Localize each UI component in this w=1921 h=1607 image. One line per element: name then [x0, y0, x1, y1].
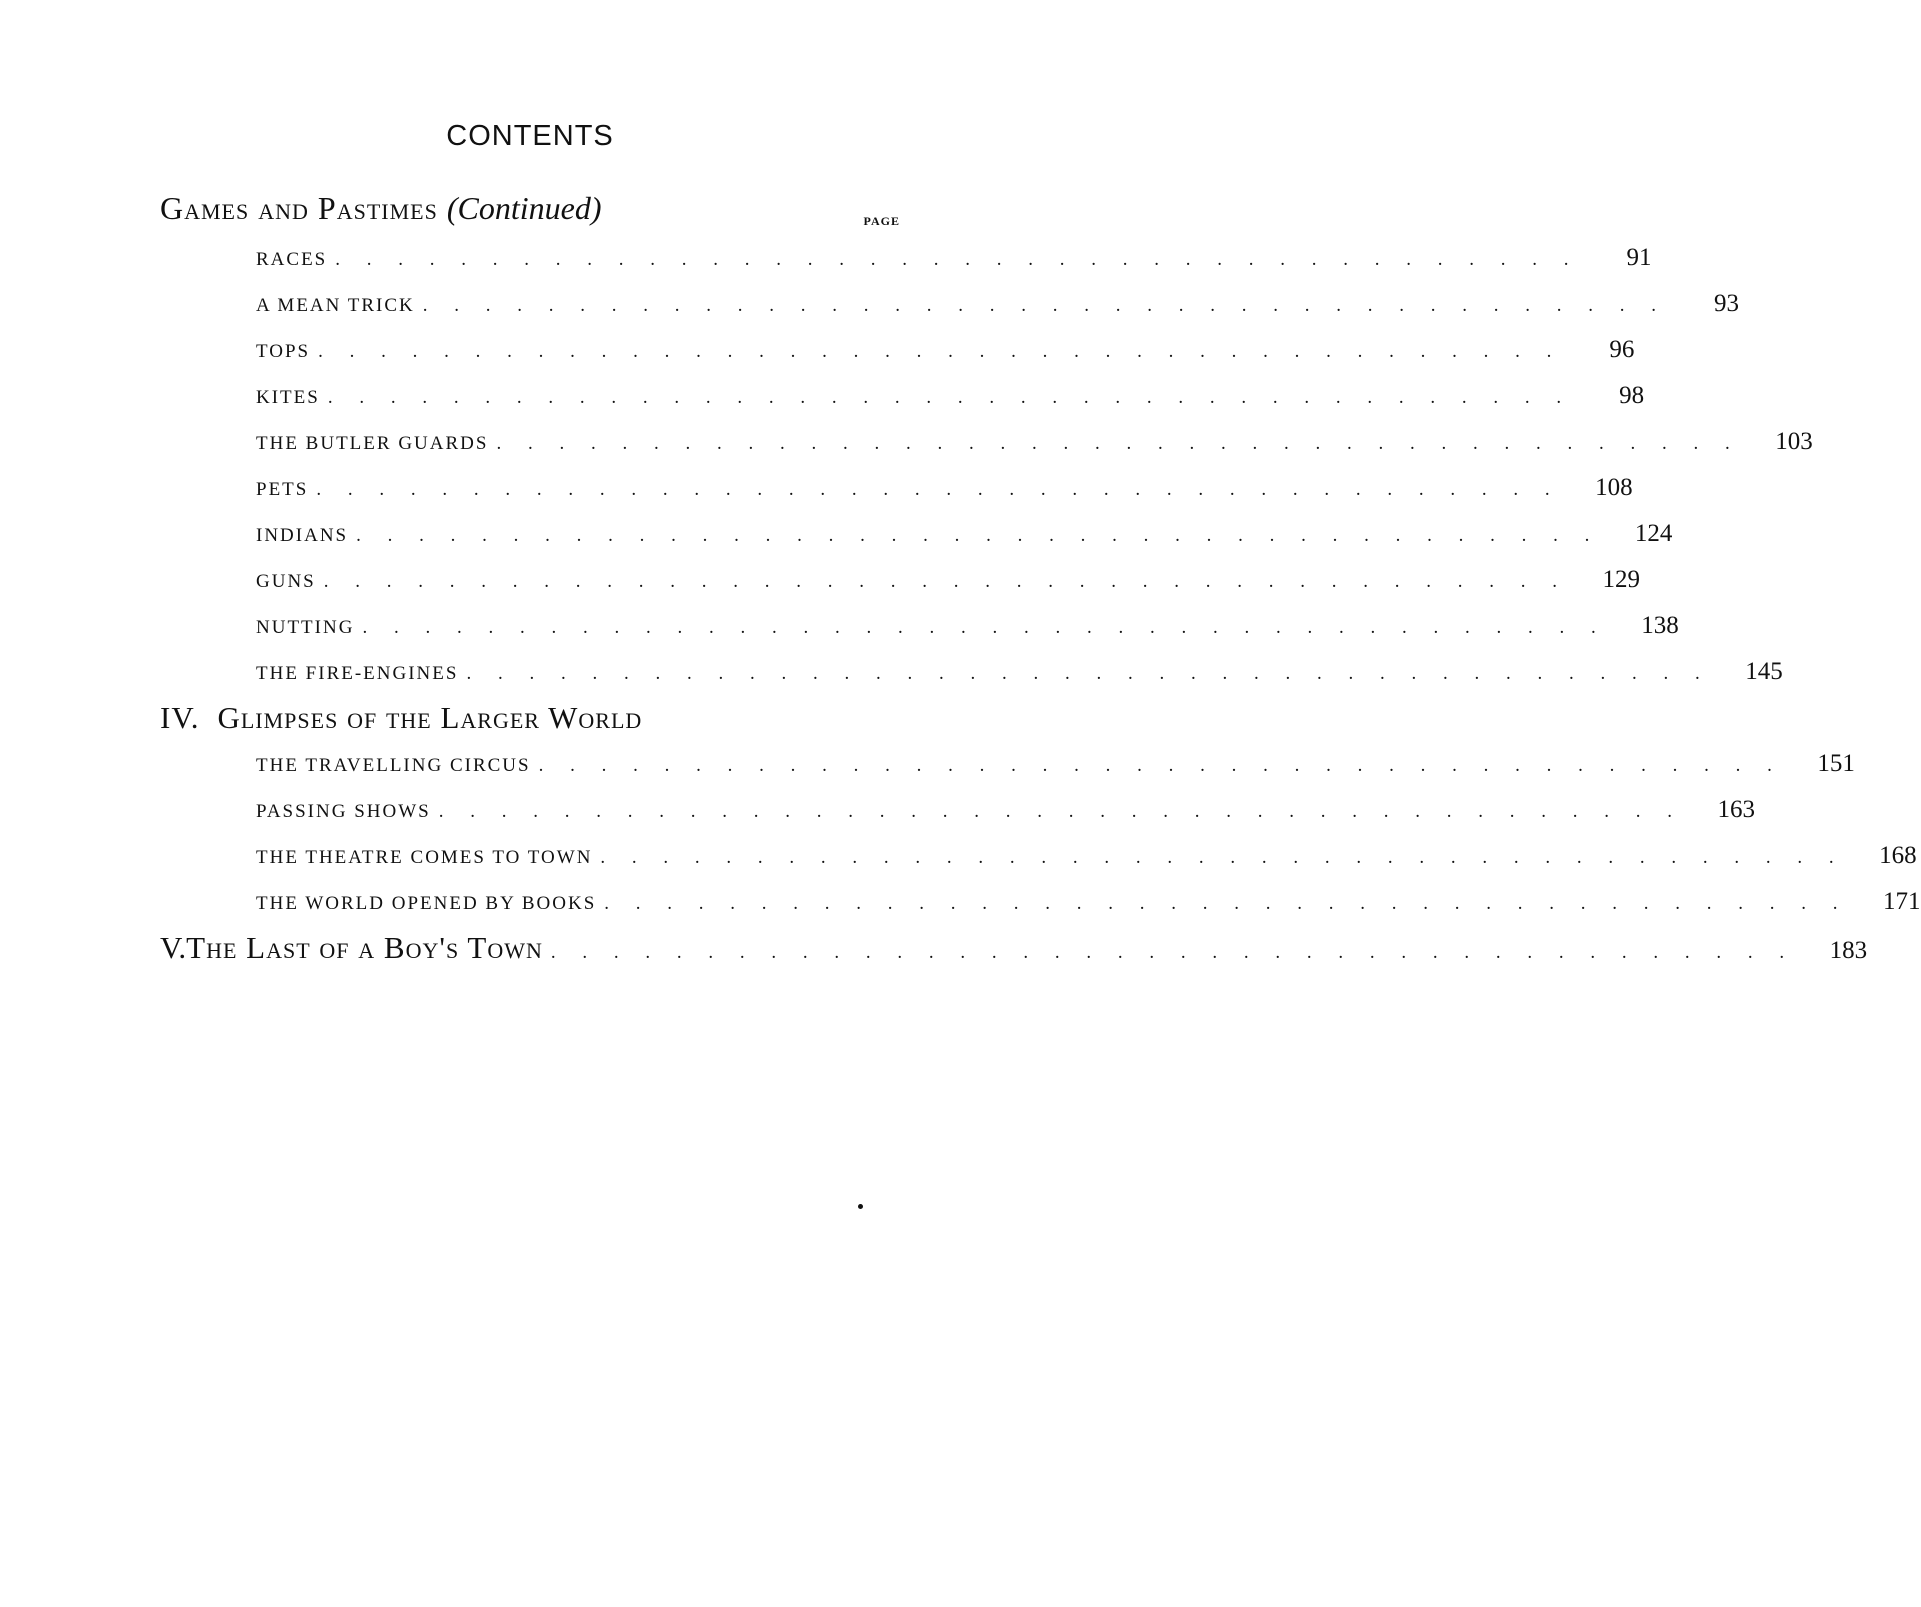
toc-entry-label: THE THEATRE COMES TO TOWN: [256, 847, 593, 868]
toc-entry[interactable]: [256, 888, 1921, 918]
toc-entry[interactable]: [256, 612, 1679, 642]
toc-entry-page: 129: [1602, 566, 1640, 593]
dot-leader: . . . . . . . . . . . . . . . . . . . . . . . . . . . . . . . . . . . . . . . .: [318, 341, 1563, 362]
toc-entry-label: RACES: [256, 249, 328, 270]
toc-entry-page: 151: [1817, 750, 1855, 777]
page-title: CONTENTS: [446, 120, 614, 152]
dot-leader: . . . . . . . . . . . . . . . . . . . . . . . . . . . . . . . . . . . . . . . .: [466, 663, 1711, 684]
section-heading: [160, 190, 601, 227]
dot-leader: . . . . . . . . . . . . . . . . . . . . . . . . . . . . . . . . . . . . . . . .: [335, 249, 1580, 270]
toc-entry[interactable]: [256, 750, 1855, 780]
dot-leader: . . . . . . . . . . . . . . . . . . . . . . . . . . . . . . . . . . . . . . . .: [604, 893, 1849, 914]
toc-entry-page: 108: [1595, 474, 1633, 501]
toc-entry-label: TOPS: [256, 341, 311, 362]
toc-entry-page: 96: [1609, 336, 1635, 363]
toc-entry-label: INDIANS: [256, 525, 349, 546]
dot-leader: . . . . . . . . . . . . . . . . . . . . . . . . . . . . . . . . . . . . . . . .: [316, 479, 1561, 500]
toc-entry[interactable]: [256, 842, 1917, 872]
toc-entry-page: 98: [1619, 382, 1645, 409]
section-heading-text: Games and Pastimes: [160, 190, 438, 226]
dot-leader: . . . . . . . . . . . . . . . . . . . . . . . . . . . . . . . . . . . . . . . .: [600, 847, 1845, 868]
toc-entry-page: 171: [1883, 888, 1921, 915]
dot-leader: . . . . . . . . . . . . . . . . . . . . . . . . . . . . . . . . . . . . . . . .: [438, 801, 1683, 822]
toc-entry[interactable]: [256, 382, 1645, 412]
toc-part-entry[interactable]: [160, 930, 1868, 966]
toc-entry-page: 183: [1829, 937, 1868, 964]
part-numeral: V.: [160, 930, 187, 965]
toc-entry[interactable]: [256, 796, 1755, 826]
toc-entry-label: PASSING SHOWS: [256, 801, 431, 822]
dot-leader: . . . . . . . . . . . . . . . . . . . . . . . . . . . . . . . . . . . . . . . .: [496, 433, 1741, 454]
toc-entry-page: 103: [1775, 428, 1813, 455]
toc-entry-label: A MEAN TRICK: [256, 295, 415, 316]
toc-entry-page: 124: [1634, 520, 1673, 547]
toc-entry[interactable]: [256, 566, 1640, 596]
toc-entry-page: 145: [1745, 658, 1783, 685]
toc-entry[interactable]: [256, 474, 1633, 504]
page-column-label: PAGE: [863, 214, 900, 228]
dot-leader: . . . . . . . . . . . . . . . . . . . . . . . . . . . . . . . . . . . . . . . .: [356, 525, 1601, 546]
dot-leader: . . . . . . . . . . . . . . . . . . . . . . . . . . . . . . . . . . . . . . . .: [422, 295, 1668, 316]
toc-entry-page: 91: [1626, 244, 1652, 271]
dot-leader: . . . . . . . . . . . . . . . . . . . . . . . . . . . . . . . . . . . . . . . .: [323, 571, 1568, 592]
toc-entry-page: 163: [1717, 796, 1755, 823]
toc-entry[interactable]: [256, 428, 1813, 458]
toc-entry-label: PETS: [256, 479, 309, 500]
toc-entry-page: 93: [1714, 290, 1740, 317]
toc-entry-page: 168: [1879, 842, 1917, 869]
dot-leader: . . . . . . . . . . . . . . . . . . . . . . . . . . . . . . . . . . . . . . . .: [362, 617, 1607, 638]
dot-leader: . . . . . . . . . . . . . . . . . . . . . . . . . . . . . . . . . . . . . . . .: [538, 755, 1783, 776]
toc-entry-label: KITES: [256, 387, 320, 408]
toc-entry[interactable]: [256, 290, 1740, 320]
dot-leader: . . . . . . . . . . . . . . . . . . . . . . . . . . . . . . . . . . . . . . . .: [550, 942, 1796, 963]
part-heading-text: Glimpses of the Larger World: [217, 700, 643, 735]
part-numeral: IV.: [160, 700, 200, 735]
toc-entry-label: GUNS: [256, 571, 316, 592]
toc-entry-label: THE FIRE-ENGINES: [256, 663, 459, 684]
continued-note: (Continued): [446, 190, 602, 226]
toc-entry[interactable]: [256, 658, 1783, 688]
toc-entry[interactable]: [256, 520, 1673, 550]
part-heading: [160, 700, 642, 736]
dot-leader: . . . . . . . . . . . . . . . . . . . . . . . . . . . . . . . . . . . . . . . .: [327, 387, 1573, 408]
toc-entry[interactable]: [256, 336, 1635, 366]
stray-ink-mark: [858, 1204, 863, 1209]
toc-entry-label: THE TRAVELLING CIRCUS: [256, 755, 531, 776]
toc-entry-label: NUTTING: [256, 617, 355, 638]
toc-entry-label: THE BUTLER GUARDS: [256, 433, 489, 454]
toc-entry-label: THE WORLD OPENED BY BOOKS: [256, 893, 597, 914]
toc-entry[interactable]: [256, 244, 1652, 274]
toc-entry-label: The Last of a Boy's Town: [186, 930, 543, 965]
toc-entry-page: 138: [1641, 612, 1679, 639]
